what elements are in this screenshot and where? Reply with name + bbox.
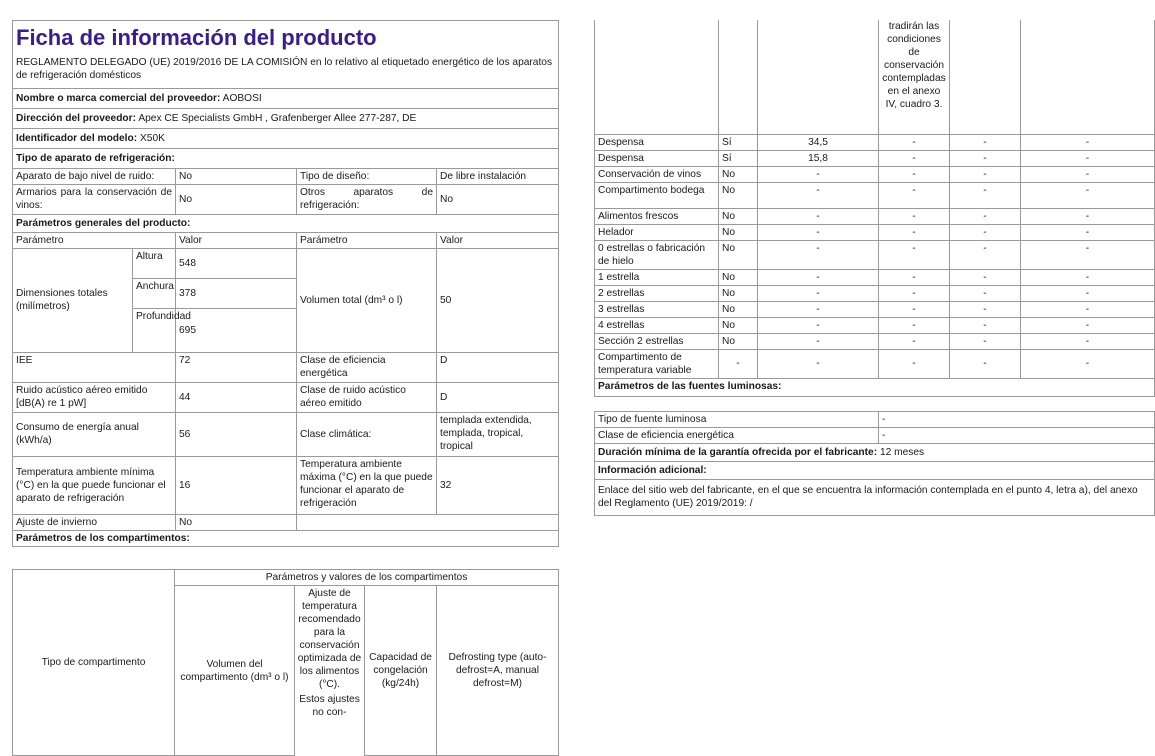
wine-cabinet-label: Armarios para la conservación de vinos: (13, 184, 176, 214)
sheet-title: Ficha de información del producto (13, 21, 559, 53)
compartment-volume: - (758, 285, 879, 301)
additional-info-heading: Información adicional: (595, 462, 1155, 480)
supplier-name-value: AOBOSI (222, 92, 262, 104)
compartment-row (595, 349, 1155, 378)
compartment-temp: - (879, 285, 950, 301)
empty-cell (297, 514, 559, 530)
compartment-capacity: - (950, 333, 1021, 349)
supplier-name-row (13, 88, 559, 108)
noise-label: Ruido acústico aéreo emitido [dB(A) re 1 pW] (13, 382, 176, 412)
compartment-name: Despensa (595, 134, 719, 150)
energy-class-label: Clase de eficiencia energética (297, 352, 437, 382)
general-params-heading: Parámetros generales del producto: (13, 214, 559, 232)
compartment-name: 1 estrella (595, 269, 719, 285)
compartment-name: 2 estrellas (595, 285, 719, 301)
compartment-name: 3 estrellas (595, 301, 719, 317)
compartment-defrost: - (1021, 301, 1155, 317)
model-value: X50K (139, 132, 165, 144)
compartment-capacity: - (950, 349, 1021, 378)
compartment-defrost: - (1021, 333, 1155, 349)
compartment-capacity: - (950, 240, 1021, 269)
col-header-value-2: Valor (437, 232, 559, 248)
energy-consumption-label: Consumo de energía anual (kWh/a) (13, 412, 176, 456)
compartment-temp: - (879, 208, 950, 224)
compartment-volume: - (758, 182, 879, 208)
compartment-temp: - (879, 134, 950, 150)
compartment-volume: - (758, 166, 879, 182)
compartment-temp: - (879, 301, 950, 317)
energy-consumption-value: 56 (176, 412, 297, 456)
compartment-name: 0 estrellas o fabricación de hielo (595, 240, 719, 269)
compartment-volume: - (758, 349, 879, 378)
energy-class-value: D (437, 352, 559, 382)
noise-class-label: Clase de ruido acústico aéreo emitido (297, 382, 437, 412)
compartment-capacity: - (950, 269, 1021, 285)
col-header-value: Valor (176, 232, 297, 248)
iee-label: IEE (13, 352, 176, 382)
appliance-type-heading: Tipo de aparato de refrigeración: (13, 148, 559, 168)
compartment-present: No (719, 301, 758, 317)
compartment-params-heading: Parámetros de los compartimentos: (13, 530, 559, 546)
warranty-value: 12 meses (879, 447, 925, 458)
compartment-name: Compartimento de temperatura variable (595, 349, 719, 378)
compartment-volume: - (758, 301, 879, 317)
col-header-param-2: Parámetro (297, 232, 437, 248)
compartment-present: No (719, 166, 758, 182)
noise-class-value: D (437, 382, 559, 412)
blank-capacity-cell (950, 20, 1021, 134)
width-label: Anchura (133, 278, 176, 308)
compartment-defrost: - (1021, 224, 1155, 240)
compartment-volume: - (758, 240, 879, 269)
min-temp-label: Temperatura ambiente mínima (°C) en la que puede funcionar el aparato de refrigeración (13, 456, 176, 514)
light-class-label: Clase de eficiencia energética (595, 428, 879, 444)
compartment-name: Alimentos frescos (595, 208, 719, 224)
model-label: Identificador del modelo: (16, 132, 138, 144)
noise-value: 44 (176, 382, 297, 412)
supplier-name-label: Nombre o marca comercial del proveedor: (16, 92, 221, 104)
light-class-value: - (879, 428, 1155, 444)
light-type-value: - (879, 412, 1155, 428)
compartment-temp: - (879, 269, 950, 285)
compartment-present: Sí (719, 134, 758, 150)
compartment-defrost: - (1021, 208, 1155, 224)
compartment-capacity: - (950, 134, 1021, 150)
compartment-temp: - (879, 240, 950, 269)
compartment-volume-header: Volumen del compartimento (dm³ o l) (175, 586, 295, 756)
compartment-group-header: Parámetros y valores de los compartimentos (175, 570, 559, 586)
compartment-row (595, 317, 1155, 333)
compartment-defrost: - (1021, 182, 1155, 208)
compartment-name: 4 estrellas (595, 317, 719, 333)
width-value: 378 (176, 278, 297, 308)
compartment-name: Helador (595, 224, 719, 240)
model-row (13, 128, 559, 148)
compartment-capacity: - (950, 301, 1021, 317)
compartment-capacity: - (950, 285, 1021, 301)
compartment-values-table (594, 20, 1155, 397)
compartment-temp: - (879, 317, 950, 333)
defrosting-type-header: Defrosting type (auto-defrost=A, manual defrost=M) (437, 586, 559, 756)
col-header-param: Parámetro (13, 232, 176, 248)
blank-volume-cell (758, 20, 879, 134)
freezing-capacity-header: Capacidad de congelación (kg/24h) (365, 586, 437, 756)
light-source-table (594, 411, 1155, 516)
compartment-name: Despensa (595, 150, 719, 166)
compartment-temp: - (879, 224, 950, 240)
supplier-address-value: Apex CE Specialists GmbH , Grafenberger Allee 277-287, DE (138, 112, 417, 124)
compartment-temp: - (879, 150, 950, 166)
recommended-temp-header (295, 586, 365, 756)
compartment-temp: - (879, 182, 950, 208)
low-noise-value: No (176, 168, 297, 184)
height-label: Altura (133, 248, 176, 278)
light-source-heading: Parámetros de las fuentes luminosas: (595, 378, 1155, 396)
recommended-temp-header-part2: Estos ajustes no con- (299, 694, 360, 718)
compartment-present: No (719, 269, 758, 285)
compartment-volume: - (758, 333, 879, 349)
recommended-temp-header-continued: tradirán las condiciones de conservación contempladas en el anexo IV, cuadro 3. (879, 20, 950, 134)
compartment-row (595, 301, 1155, 317)
regulation-text: REGLAMENTO DELEGADO (UE) 2019/2016 DE LA COMISIÓN en lo relativo al etiquetado energético de los aparatos de refrigeración domésticos (13, 52, 559, 88)
compartment-capacity: - (950, 182, 1021, 208)
compartment-volume: 34,5 (758, 134, 879, 150)
compartment-present: No (719, 317, 758, 333)
compartment-volume: - (758, 208, 879, 224)
compartment-present: No (719, 240, 758, 269)
design-type-label: Tipo de diseño: (297, 168, 437, 184)
additional-info-text: Enlace del sitio web del fabricante, en el que se encuentra la información contemplada en el punto 4, letra a), del anexo del Reglamento (UE) 2019/2019: / (595, 480, 1155, 516)
compartment-type-header: Tipo de compartimento (13, 570, 175, 756)
product-info-sheet-left (12, 20, 559, 547)
compartment-capacity: - (950, 317, 1021, 333)
compartment-row (595, 182, 1155, 208)
compartment-temp: - (879, 333, 950, 349)
wine-cabinet-value: No (176, 184, 297, 214)
compartment-defrost: - (1021, 166, 1155, 182)
compartment-name: Sección 2 estrellas (595, 333, 719, 349)
total-volume-label: Volumen total (dm³ o l) (297, 248, 437, 352)
compartment-row (595, 208, 1155, 224)
compartment-defrost: - (1021, 285, 1155, 301)
compartment-row (595, 333, 1155, 349)
compartment-present: No (719, 224, 758, 240)
compartment-defrost: - (1021, 134, 1155, 150)
compartment-present: No (719, 208, 758, 224)
depth-value: 695 (176, 308, 297, 352)
compartment-defrost: - (1021, 349, 1155, 378)
low-noise-label: Aparato de bajo nivel de ruido: (13, 168, 176, 184)
compartment-present: Sí (719, 150, 758, 166)
climate-class-label: Clase climática: (297, 412, 437, 456)
compartment-present: - (719, 349, 758, 378)
max-temp-value: 32 (437, 456, 559, 514)
winter-setting-value: No (176, 514, 297, 530)
supplier-address-row (13, 108, 559, 128)
supplier-address-label: Dirección del proveedor: (16, 112, 137, 124)
warranty-row (595, 444, 1155, 462)
compartment-name: Conservación de vinos (595, 166, 719, 182)
max-temp-label: Temperatura ambiente máxima (°C) en la que puede funcionar el aparato de refrigeración (297, 456, 437, 514)
blank-type-cell (595, 20, 719, 134)
other-appliance-value: No (437, 184, 559, 214)
compartment-row (595, 134, 1155, 150)
height-value: 548 (176, 248, 297, 278)
compartment-temp: - (879, 349, 950, 378)
winter-setting-label: Ajuste de invierno (13, 514, 176, 530)
blank-defrost-cell (1021, 20, 1155, 134)
min-temp-value: 16 (176, 456, 297, 514)
blank-present-cell (719, 20, 758, 134)
compartment-row (595, 269, 1155, 285)
dimensions-label: Dimensiones totales (milímetros) (13, 248, 133, 352)
compartment-header-table (12, 569, 559, 756)
total-volume-value: 50 (437, 248, 559, 352)
design-type-value: De libre instalación (437, 168, 559, 184)
compartment-defrost: - (1021, 240, 1155, 269)
iee-value: 72 (176, 352, 297, 382)
compartment-defrost: - (1021, 150, 1155, 166)
depth-label: Profundidad (133, 308, 176, 352)
warranty-label: Duración mínima de la garantía ofrecida por el fabricante: (598, 447, 878, 458)
compartment-volume: - (758, 317, 879, 333)
compartment-capacity: - (950, 166, 1021, 182)
compartment-row (595, 240, 1155, 269)
other-appliance-label: Otros aparatos de refrigeración: (297, 184, 437, 214)
recommended-temp-header-part1: Ajuste de temperatura recomendado para la conservación optimizada de los alimentos (°C). (297, 588, 362, 690)
compartment-present: No (719, 182, 758, 208)
compartment-capacity: - (950, 150, 1021, 166)
compartment-temp: - (879, 166, 950, 182)
compartment-volume: 15,8 (758, 150, 879, 166)
light-type-label: Tipo de fuente luminosa (595, 412, 879, 428)
compartment-present: No (719, 285, 758, 301)
compartment-capacity: - (950, 224, 1021, 240)
compartment-defrost: - (1021, 317, 1155, 333)
compartment-rows (595, 134, 1155, 378)
compartment-volume: - (758, 269, 879, 285)
compartment-row (595, 166, 1155, 182)
climate-class-value: templada extendida, templada, tropical, tropical (437, 412, 559, 456)
compartment-name: Compartimento bodega (595, 182, 719, 208)
compartment-row (595, 224, 1155, 240)
compartment-capacity: - (950, 208, 1021, 224)
compartment-defrost: - (1021, 269, 1155, 285)
compartment-row (595, 285, 1155, 301)
compartment-present: No (719, 333, 758, 349)
compartment-row (595, 150, 1155, 166)
compartment-volume: - (758, 224, 879, 240)
